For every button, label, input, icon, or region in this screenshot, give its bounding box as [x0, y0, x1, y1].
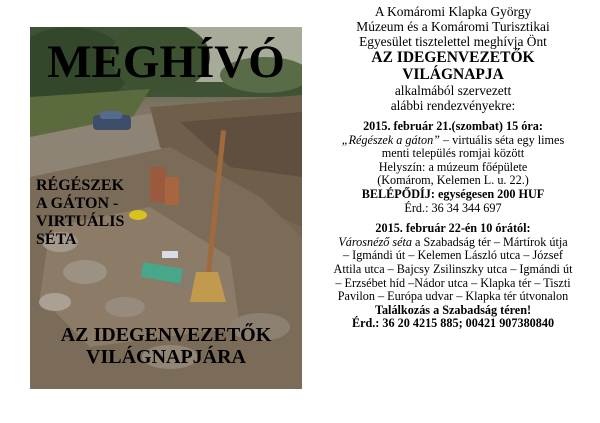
program-1-desc-2: menti település romjai között [381, 146, 525, 161]
program-2-meeting: Találkozás a Szabadság téren! [374, 302, 532, 317]
program-2-route-rest: a Szabadság tér – Mártírok útja [412, 234, 568, 249]
invitation-text [308, 4, 598, 331]
program-2-date: 2015. február 22-én 10 órától: [375, 221, 531, 236]
event-sub-line: alkalmából szervezett [394, 83, 512, 98]
program-2-phone: Érd.: 36 20 4215 885; 00421 907380840 [351, 316, 555, 331]
photo-side-title [36, 177, 156, 249]
program-2-route-1 [308, 236, 598, 250]
program-1-title: „Régészek a gáton” [341, 132, 440, 147]
intro-line: Múzeum és a Komáromi Turisztikai [356, 19, 550, 34]
program-2-route-3: Attila utca – Bajcsy Zsilinszky utca – Igmándi út [333, 261, 573, 276]
program-1-fee: BELÉPŐDÍJ: egységesen 200 HUF [361, 186, 545, 201]
program-1-address: (Komárom, Kelemen L. u. 22.) [377, 173, 529, 188]
program-1-venue: Helyszín: a múzeum főépülete [378, 159, 528, 174]
side-title-line: RÉGÉSZEK [36, 177, 125, 194]
side-title-line: VIRTUÁLIS [36, 213, 125, 230]
side-title-line: SÉTA [36, 231, 77, 248]
program-1-desc-rest: – virtuális séta egy limes [439, 132, 565, 147]
intro-line: Egyesület tisztelettel meghívja Önt [359, 34, 547, 49]
event-title-line: AZ IDEGENVEZETŐK [371, 49, 535, 66]
program-2 [308, 222, 598, 331]
event-sub-line: alábbi rendezvényekre: [390, 98, 516, 113]
bottom-title-line: VILÁGNAPJÁRA [86, 346, 246, 368]
program-1 [308, 120, 598, 215]
invitation-title: MEGHÍVÓ [47, 36, 285, 88]
event-title [308, 49, 598, 83]
intro-block [308, 4, 598, 49]
photo-bottom-title [30, 324, 302, 368]
program-1-phone: Érd.: 36 34 344 697 [404, 200, 502, 215]
program-2-route-5: Pavilon – Európa udvar – Klapka tér útvonalon [337, 289, 569, 304]
event-subtitle [308, 83, 598, 113]
excavation-photo [30, 27, 302, 389]
program-2-title: Városnéző séta [338, 234, 412, 249]
program-2-route-4: – Erzsébet híd –Nádor utca – Klapka tér – Tiszti [335, 275, 571, 290]
side-title-line: A GÁTON - [36, 195, 119, 212]
program-1-date: 2015. február 21.(szombat) 15 óra: [363, 119, 543, 133]
intro-line: A Komáromi Klapka György [374, 4, 532, 19]
event-title-line: VILÁGNAPJA [402, 66, 504, 83]
bottom-title-line: AZ IDEGENVEZETŐK [60, 324, 272, 346]
program-2-route-2: – Igmándi út – Kelemen László utca – József [343, 248, 563, 263]
program-1-desc [308, 134, 598, 148]
